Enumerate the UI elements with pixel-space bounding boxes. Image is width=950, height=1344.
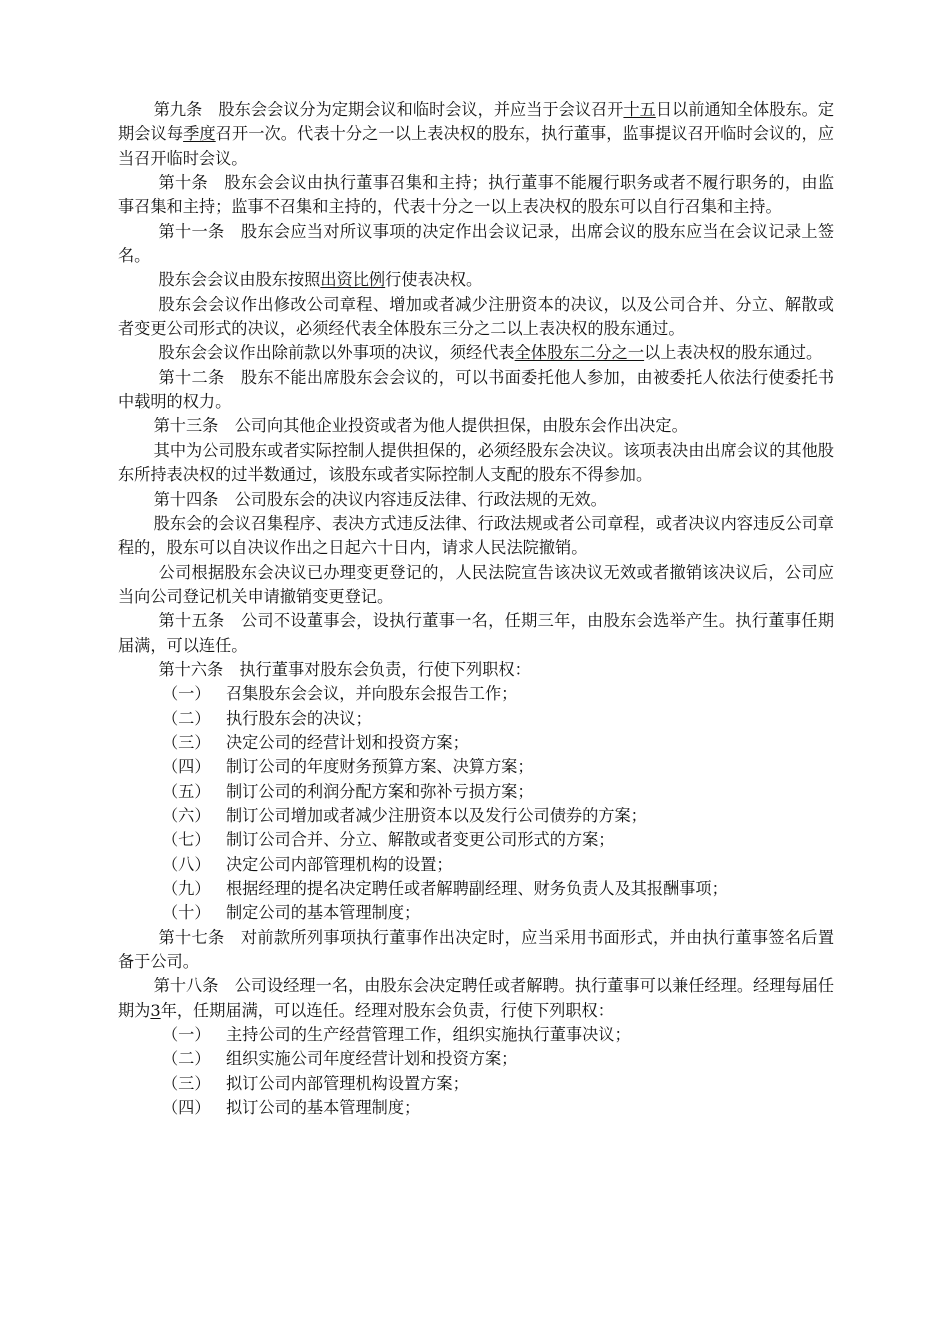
- list-item: [118, 828, 834, 852]
- article-label: 第十六条: [158, 659, 224, 679]
- list-item: [118, 780, 834, 804]
- item-number: （八）: [162, 854, 211, 874]
- list-item: [118, 682, 834, 706]
- item-number: （九）: [162, 879, 211, 898]
- underlined-value: 全体股东二分之一: [514, 343, 645, 363]
- item-text: 制定公司的基本管理制度；: [226, 903, 421, 923]
- article-label: 第十条: [158, 173, 208, 193]
- paragraph: 股东会的会议召集程序、表决方式违反法律、行政法规或者公司章程，或者决议内容违反公司章程的，股东可以自决议作出之日起六十日内，请求人民法院撤销。: [118, 513, 834, 558]
- article-label: 第九条: [153, 100, 203, 119]
- list-item: [118, 877, 834, 901]
- item-number: （一）: [162, 684, 211, 704]
- article-10: 第十条 股东会会议由执行董事召集和主持；执行董事不能履行职务或者不履行职务的，由监事召集和主持；监事不召集和主持的，代表十分之一以上表决权的股东可以自行召集和主持。: [118, 173, 835, 217]
- item-number: （四）: [162, 1098, 211, 1118]
- article-14: 第十四条 公司股东会的决议内容违反法律、行政法规的无效。: [153, 489, 607, 509]
- article-label: 第十二条: [158, 367, 225, 387]
- item-number: （一）: [162, 1025, 211, 1045]
- document-page: [118, 98, 834, 1120]
- article-17: 第十七条 对前款所列事项执行董事作出决定时，应当采用书面形式，并由执行董事签名后置备于公司。: [118, 927, 835, 972]
- article-16: 第十六条 执行董事对股东会负责，行使下列职权：: [158, 659, 531, 679]
- item-text: 决定公司的经营计划和投资方案；: [226, 732, 469, 752]
- article-11: 第十一条 股东会应当对所议事项的决定作出会议记录，出席会议的股东应当在会议记录上签名。: [118, 221, 835, 266]
- item-text: 召集股东会会议，并向股东会报告工作；: [226, 684, 518, 704]
- paragraph: 股东会会议由股东按照出资比例行使表决权。: [158, 270, 483, 290]
- list-item: [118, 804, 834, 828]
- item-text: 组织实施公司年度经营计划和投资方案；: [226, 1049, 518, 1069]
- underlined-value: 十五: [623, 100, 656, 119]
- item-number: （七）: [162, 830, 211, 850]
- item-text: 制订公司的利润分配方案和弥补亏损方案；: [226, 781, 534, 801]
- item-number: （三）: [162, 732, 211, 752]
- article-16-items: [118, 682, 834, 925]
- item-text: 执行股东会的决议；: [226, 708, 372, 728]
- list-item: [118, 755, 834, 779]
- list-item: [118, 731, 834, 755]
- item-text: 决定公司内部管理机构的设置；: [226, 854, 453, 874]
- list-item: [118, 901, 834, 925]
- list-item: [118, 1023, 834, 1047]
- item-number: （十）: [162, 903, 211, 923]
- underlined-value: 季度: [183, 124, 216, 144]
- item-number: （二）: [162, 708, 211, 728]
- item-number: （六）: [162, 805, 211, 825]
- article-12: 第十二条 股东不能出席股东会会议的，可以书面委托他人参加，由被委托人依法行使委托书中载明的权力。: [118, 367, 835, 412]
- article-label: 第十三条: [153, 416, 219, 436]
- paragraph: 股东会会议作出修改公司章程、增加或者减少注册资本的决议，以及公司合并、分立、解散或者变更公司形式的决议，必须经代表全体股东三分之二以上表决权的股东通过。: [118, 294, 834, 339]
- article-18: 第十八条 公司设经理一名，由股东会决定聘任或者解聘。执行董事可以兼任经理。经理每届任期为3年，任期届满，可以连任。经理对股东会负责，行使下列职权：: [118, 976, 835, 1020]
- article-label: 第十五条: [158, 611, 225, 631]
- item-text: 拟订公司内部管理机构设置方案；: [226, 1073, 469, 1093]
- article-label: 第十八条: [153, 976, 219, 996]
- item-number: （二）: [162, 1049, 211, 1069]
- list-item: [118, 707, 834, 731]
- item-number: （四）: [162, 757, 211, 777]
- item-number: （三）: [162, 1073, 211, 1093]
- item-number: （五）: [162, 781, 211, 801]
- article-label: 第十一条: [158, 221, 225, 241]
- item-text: 制订公司的年度财务预算方案、决算方案；: [226, 757, 534, 777]
- list-item: [118, 1047, 834, 1071]
- item-text: 主持公司的生产经营管理工作，组织实施执行董事决议；: [226, 1025, 631, 1045]
- article-15: 第十五条 公司不设董事会，设执行董事一名，任期三年，由股东会选举产生。执行董事任期届满，可以连任。: [118, 611, 835, 655]
- item-text: 拟订公司的基本管理制度；: [226, 1098, 421, 1118]
- paragraph: 股东会会议作出除前款以外事项的决议，须经代表全体股东二分之一以上表决权的股东通过。: [158, 343, 823, 363]
- article-label: 第十四条: [153, 489, 219, 509]
- list-item: [118, 1096, 834, 1120]
- article-13: 第十三条 公司向其他企业投资或者为他人提供担保，由股东会作出决定。: [153, 416, 688, 436]
- article-label: 第十七条: [158, 927, 225, 947]
- underlined-value: 出资比例: [320, 270, 386, 290]
- list-item: [118, 853, 834, 877]
- item-text: 制订公司合并、分立、解散或者变更公司形式的方案；: [226, 830, 615, 850]
- paragraph: 公司根据股东会决议已办理变更登记的，人民法院宣告该决议无效或者撤销该决议后，公司应当向公司登记机关申请撤销变更登记。: [118, 562, 834, 606]
- paragraph: 其中为公司股东或者实际控制人提供担保的，必须经股东会决议。该项表决由出席会议的其他股东所持表决权的过半数通过，该股东或者实际控制人支配的股东不得参加。: [118, 440, 834, 485]
- item-text: 制订公司增加或者减少注册资本以及发行公司债券的方案；: [226, 805, 647, 825]
- underlined-value: 3: [150, 1000, 161, 1020]
- list-item: [118, 1072, 834, 1096]
- article-9: 第九条 股东会会议分为定期会议和临时会议，并应当于会议召开十五日以前通知全体股东。定期会议每季度召开一次。代表十分之一以上表决权的股东，执行董事，监事提议召开临时会议的，应当召开临时会议。: [118, 100, 835, 168]
- item-text: 根据经理的提名决定聘任或者解聘副经理、财务负责人及其报酬事项；: [226, 879, 728, 898]
- article-18-items: [118, 1023, 834, 1120]
